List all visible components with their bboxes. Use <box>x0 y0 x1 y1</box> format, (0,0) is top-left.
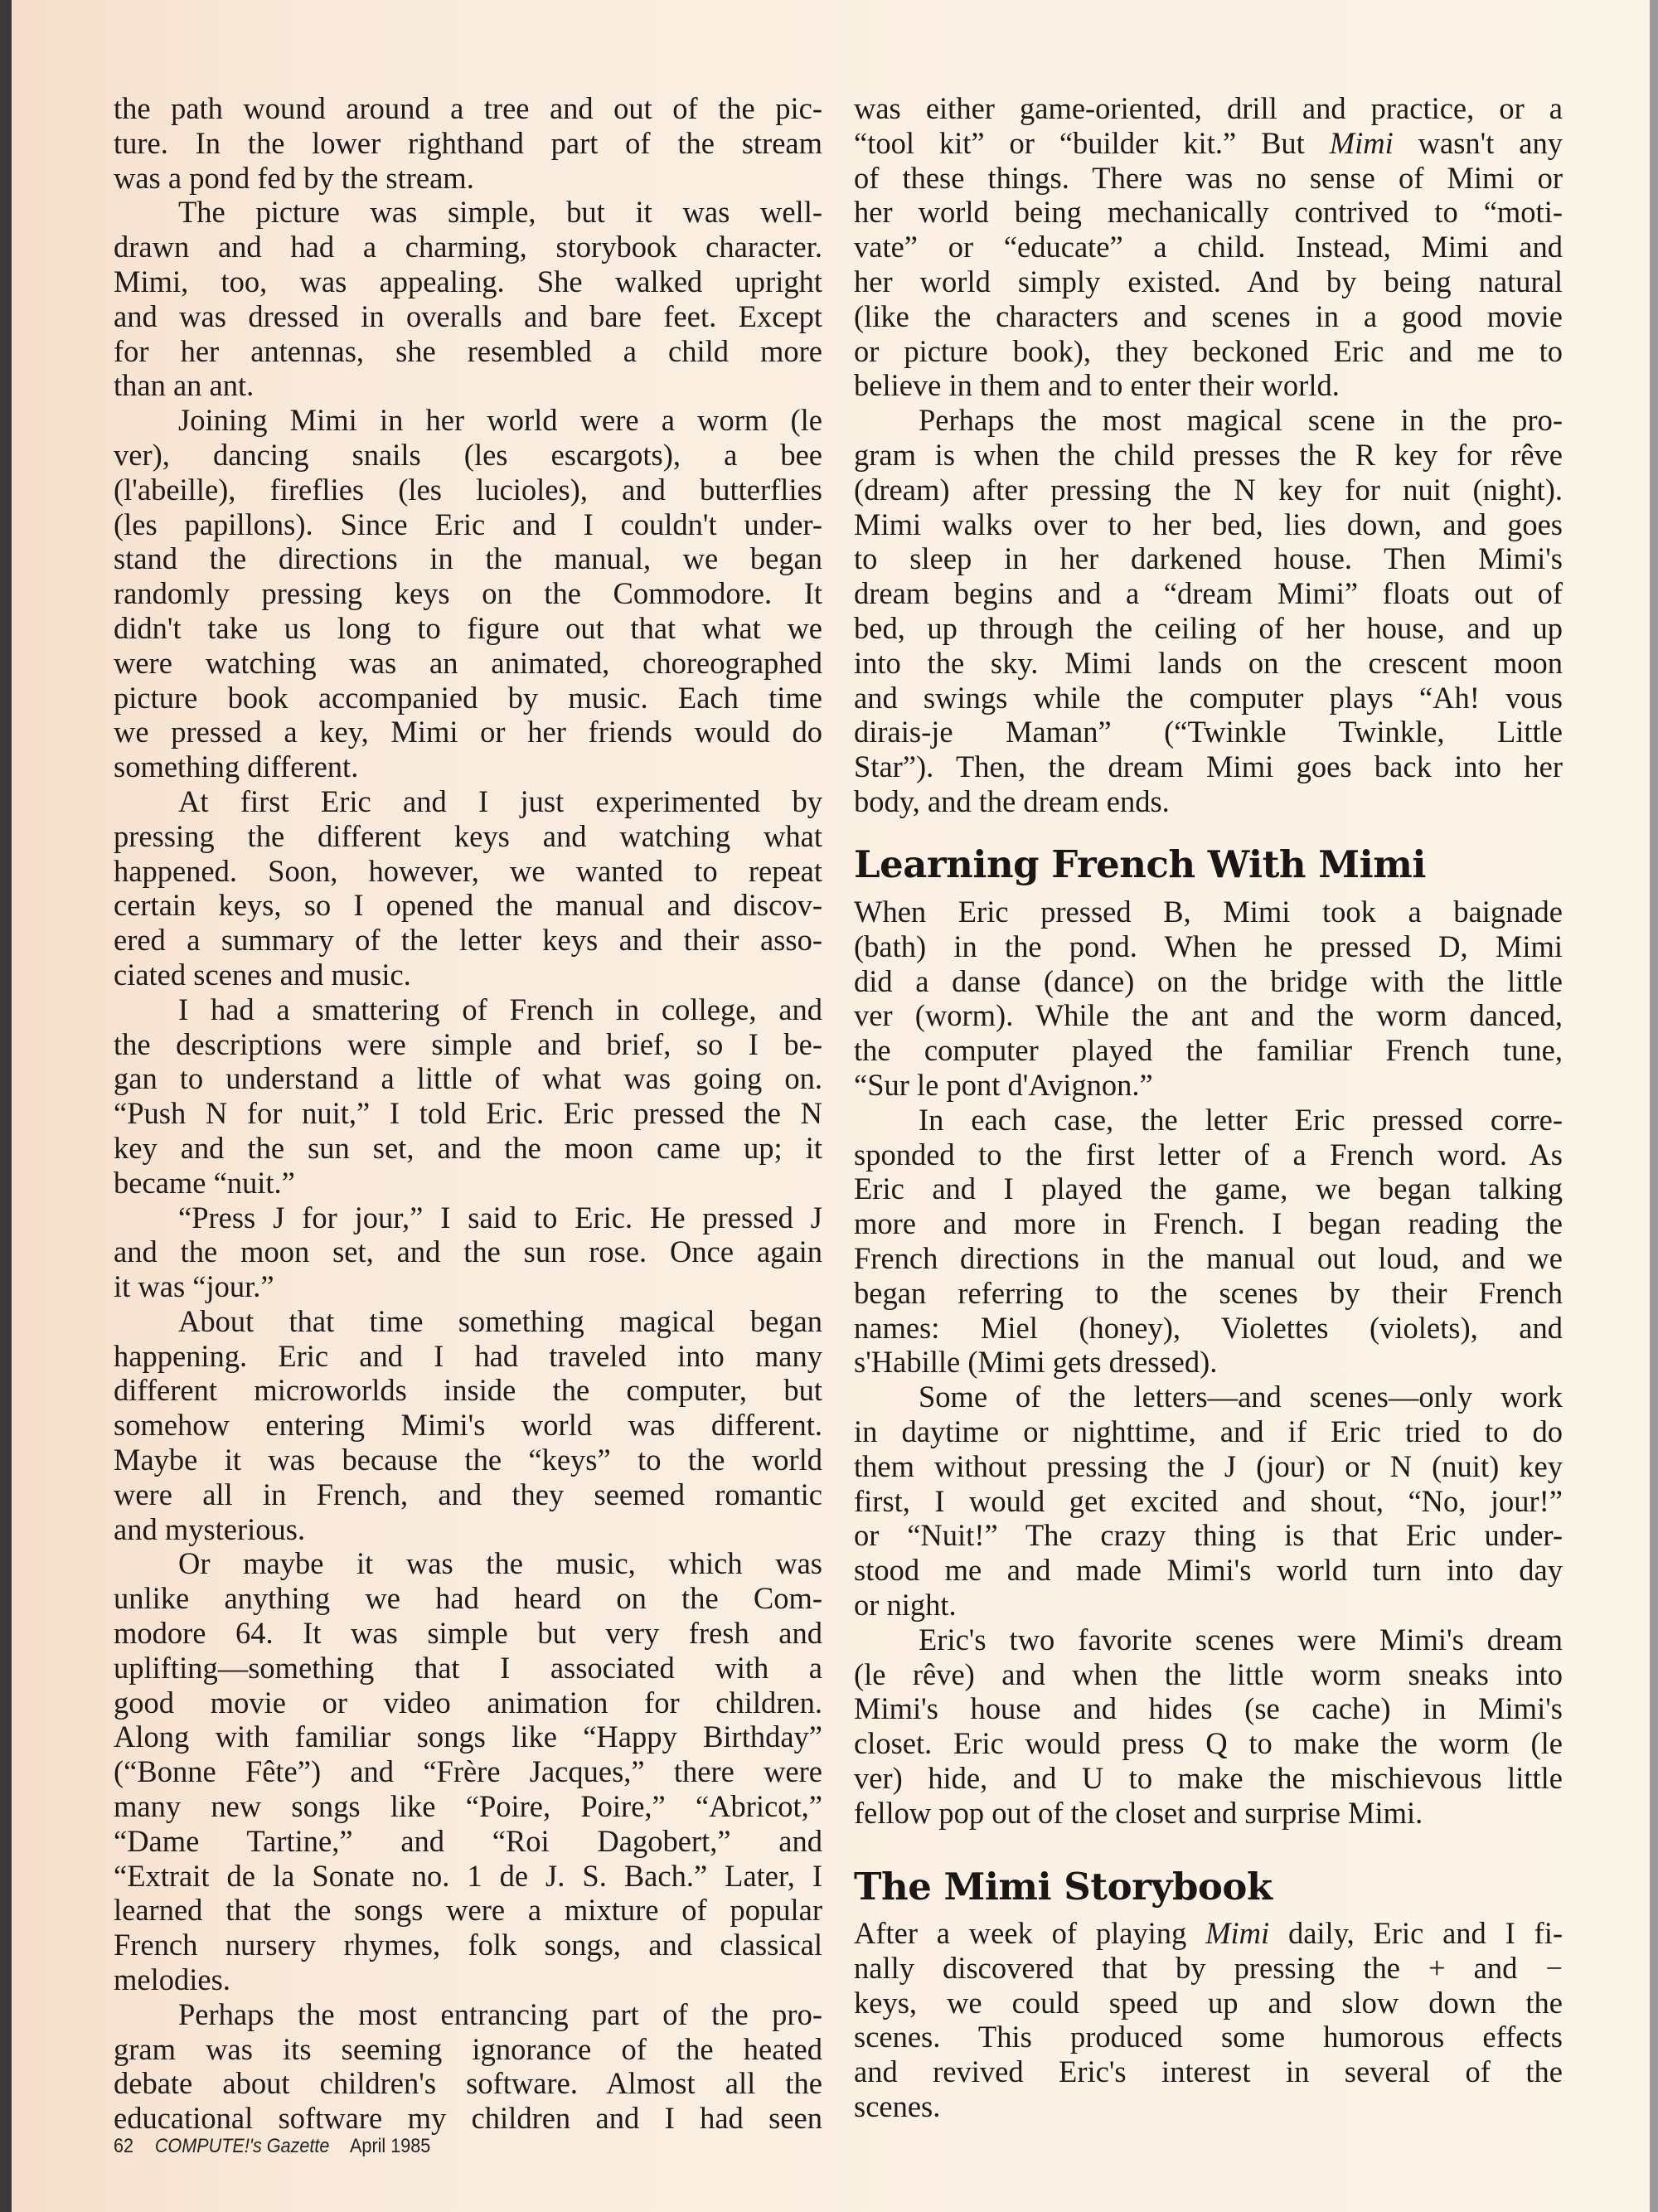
paragraph <box>854 1916 1563 2124</box>
paragraph <box>854 91 1563 403</box>
text-line: stand the directions in the manual, we began <box>114 541 822 576</box>
text-line: for her antennas, she resembled a child more <box>114 333 822 368</box>
text-line: and was dressed in overalls and bare feet. Except <box>114 298 822 333</box>
text-line: certain keys, so I opened the manual and discov- <box>114 888 822 923</box>
paragraph <box>114 1304 822 1547</box>
text-line: ered a summary of the letter keys and their asso- <box>114 923 822 958</box>
page-number: 62 <box>114 2135 134 2157</box>
text-line: ver), dancing snails (les escargots), a bee <box>114 437 822 472</box>
text-line <box>854 126 1563 161</box>
paragraph <box>854 403 1563 819</box>
text-line: her world being mechanically contrived to “moti- <box>854 195 1563 230</box>
text-line: picture book accompanied by music. Each time <box>114 680 822 715</box>
text-line: (“Bonne Fête”) and “Frère Jacques,” there were <box>114 1754 822 1789</box>
text-line: were all in French, and they seemed romantic <box>114 1477 822 1511</box>
text-line: “Press J for jour,” I said to Eric. He pressed J <box>178 1200 822 1235</box>
text-line: debate about children's software. Almost all the <box>114 2066 822 2101</box>
text-line: (like the characters and scenes in a good movie <box>854 298 1563 333</box>
text-line: good movie or video animation for children. <box>114 1685 822 1720</box>
text-line: of these things. There was no sense of Mimi or <box>854 160 1563 195</box>
text-line: we pressed a key, Mimi or her friends would do <box>114 715 822 749</box>
text-line: to sleep in her darkened house. Then Mimi's <box>854 541 1563 576</box>
text-line: (l'abeille), fireflies (les lucioles), and butterflies <box>114 472 822 507</box>
text-line: Eric and I played the game, we began talking <box>854 1171 1563 1206</box>
text-line: many new songs like “Poire, Poire,” “Abricot,” <box>114 1789 822 1824</box>
text-line: ver (worm). While the ant and the worm danced, <box>854 998 1563 1033</box>
issue-date: April 1985 <box>350 2135 431 2157</box>
text-line: into the sky. Mimi lands on the crescent moon <box>854 645 1563 680</box>
text-line: I had a smattering of French in college, and <box>178 992 822 1026</box>
text-line: dirais-je Maman” (“Twinkle Twinkle, Little <box>854 715 1563 749</box>
text-line: dream begins and a “dream Mimi” floats out of <box>854 576 1563 611</box>
paragraph <box>114 992 822 1201</box>
text-line: “Dame Tartine,” and “Roi Dagobert,” and <box>114 1823 822 1858</box>
paragraph <box>854 895 1563 1103</box>
text-line: different microworlds inside the computer, but <box>114 1373 822 1408</box>
text-line: Maybe it was because the “keys” to the world <box>114 1443 822 1477</box>
text-line: key and the sun set, and the moon came up; it <box>114 1130 822 1165</box>
paragraph <box>114 1997 822 2136</box>
text-line: drawn and had a charming, storybook character. <box>114 230 822 264</box>
text-line: scenes. <box>854 2088 941 2123</box>
text-line: Star”). Then, the dream Mimi goes back into her <box>854 749 1563 784</box>
text-line: randomly pressing keys on the Commodore. It <box>114 576 822 611</box>
text-line: or picture book), they beckoned Eric and me to <box>854 333 1563 368</box>
text-segment: wasn't any <box>1393 125 1563 160</box>
text-segment: daily, Eric and I fi- <box>1269 1916 1563 1950</box>
italic-title: Mimi <box>1329 125 1394 160</box>
paragraph <box>854 1623 1563 1831</box>
paragraph <box>114 91 822 195</box>
text-line: Joining Mimi in her world were a worm (le <box>178 403 822 438</box>
text-line: Along with familiar songs like “Happy Birthday” <box>114 1720 822 1754</box>
text-line: the computer played the familiar French tune, <box>854 1033 1563 1068</box>
text-line: or “Nuit!” The crazy thing is that Eric under- <box>854 1518 1563 1553</box>
text-line: were watching was an animated, choreographed <box>114 645 822 680</box>
paragraph <box>114 195 822 403</box>
text-line: Some of the letters—and scenes—only work <box>919 1380 1563 1414</box>
paragraph <box>114 1546 822 1996</box>
text-line: pressing the different keys and watching what <box>114 818 822 853</box>
text-line: happened. Soon, however, we wanted to repeat <box>114 853 822 888</box>
text-line: scenes. This produced some humorous effects <box>854 2020 1563 2054</box>
text-line: In each case, the letter Eric pressed corre- <box>919 1102 1563 1137</box>
text-line: names: Miel (honey), Violettes (violets), and <box>854 1310 1563 1345</box>
text-line: than an ant. <box>114 368 255 403</box>
text-line: Or maybe it was the music, which was <box>178 1546 822 1581</box>
text-line: first, I would get excited and shout, “No, jour!” <box>854 1483 1563 1518</box>
text-line: uplifting—something that I associated with a <box>114 1650 822 1685</box>
text-line: Mimi walks over to her bed, lies down, and goes <box>854 507 1563 541</box>
text-line: The picture was simple, but it was well- <box>178 195 822 230</box>
text-line: and the moon set, and the sun rose. Once again <box>114 1235 822 1269</box>
text-line: “Extrait de la Sonate no. 1 de J. S. Bach.” Later, I <box>114 1858 822 1893</box>
text-line: About that time something magical began <box>178 1303 822 1338</box>
text-line: or night. <box>854 1587 957 1622</box>
text-line: more and more in French. I began reading the <box>854 1206 1563 1241</box>
paragraph <box>114 784 822 992</box>
section-heading-learning-french: Learning French With Mimi <box>854 842 1426 886</box>
text-line: something different. <box>114 749 359 784</box>
text-line: fellow pop out of the closet and surprise Mimi. <box>854 1795 1423 1830</box>
scan-edge-right <box>1650 0 1658 2212</box>
text-line: closet. Eric would press Q to make the worm (le <box>854 1726 1563 1761</box>
text-line: bed, up through the ceiling of her house, and up <box>854 610 1563 645</box>
text-line: (bath) in the pond. When he pressed D, Mimi <box>854 929 1563 963</box>
text-line: melodies. <box>114 1962 230 1997</box>
text-line: vate” or “educate” a child. Instead, Mimi and <box>854 230 1563 264</box>
text-line: ciated scenes and music. <box>114 957 411 992</box>
text-line: was either game-oriented, drill and practice, or a <box>854 91 1563 125</box>
text-line: (les papillons). Since Eric and I couldn't under- <box>114 507 822 541</box>
text-line: was a pond fed by the stream. <box>114 160 474 195</box>
text-line: began referring to the scenes by their French <box>854 1275 1563 1310</box>
text-line: s'Habille (Mimi gets dressed). <box>854 1345 1218 1380</box>
text-line: sponded to the first letter of a French word. As <box>854 1137 1563 1171</box>
text-line: modore 64. It was simple but very fresh and <box>114 1616 822 1651</box>
text-line: At first Eric and I just experimented by <box>178 783 822 818</box>
text-line: the path wound around a tree and out of the pic- <box>114 91 822 125</box>
text-line: Eric's two favorite scenes were Mimi's dream <box>919 1622 1563 1657</box>
text-line: and revived Eric's interest in several of the <box>854 2054 1563 2089</box>
text-line: in daytime or nighttime, and if Eric tried to do <box>854 1414 1563 1448</box>
paragraph <box>854 1103 1563 1380</box>
text-line: them without pressing the J (jour) or N (nuit) key <box>854 1448 1563 1483</box>
text-segment: After a week of playing <box>854 1916 1206 1950</box>
scan-edge-left <box>0 0 12 2212</box>
text-line: nally discovered that by pressing the + and − <box>854 1950 1563 1985</box>
text-line: unlike anything we had heard on the Com- <box>114 1581 822 1616</box>
text-line: it was “jour.” <box>114 1269 274 1304</box>
text-line <box>854 1916 1563 1951</box>
text-line: “Push N for nuit,” I told Eric. Eric pressed the N <box>114 1096 822 1131</box>
publication-name: COMPUTE!'s Gazette <box>154 2135 330 2157</box>
text-line: the descriptions were simple and brief, so I be- <box>114 1026 822 1061</box>
text-line: learned that the songs were a mixture of popular <box>114 1893 822 1928</box>
page-footer <box>114 2135 447 2158</box>
text-line: educational software my children and I had seen <box>114 2101 822 2136</box>
text-line: happening. Eric and I had traveled into many <box>114 1338 822 1373</box>
section-heading-storybook: The Mimi Storybook <box>854 1865 1273 1909</box>
text-line: Mimi's house and hides (se cache) in Mimi's <box>854 1691 1563 1726</box>
text-line: Perhaps the most magical scene in the pro- <box>919 403 1563 438</box>
paragraph <box>114 1201 822 1304</box>
text-line: and mysterious. <box>114 1511 306 1546</box>
text-line: ver) hide, and U to make the mischievous little <box>854 1760 1563 1795</box>
text-line: did a danse (dance) on the bridge with the little <box>854 963 1563 998</box>
text-line: (le rêve) and when the little worm sneaks into <box>854 1657 1563 1691</box>
text-line: stood me and made Mimi's world turn into day <box>854 1553 1563 1588</box>
section-storybook-body <box>854 1916 1563 2124</box>
text-line: French directions in the manual out loud, and we <box>854 1240 1563 1275</box>
text-line: “Sur le pont d'Avignon.” <box>854 1067 1153 1102</box>
text-line: French nursery rhymes, folk songs, and classical <box>114 1928 822 1962</box>
text-line: gram was its seeming ignorance of the heated <box>114 2031 822 2066</box>
text-line: keys, we could speed up and slow down the <box>854 1985 1563 2020</box>
text-line: ture. In the lower righthand part of the stream <box>114 125 822 160</box>
text-line: somehow entering Mimi's world was different. <box>114 1408 822 1443</box>
section-learning-french-body <box>854 895 1563 1831</box>
text-line: Mimi, too, was appealing. She walked upright <box>114 264 822 298</box>
italic-title: Mimi <box>1205 1916 1270 1950</box>
left-column <box>114 91 822 2136</box>
text-line: gan to understand a little of what was going on. <box>114 1061 822 1096</box>
paragraph <box>114 403 822 784</box>
text-line: and swings while the computer plays “Ah! vous <box>854 680 1563 715</box>
text-line: her world simply existed. And by being natural <box>854 264 1563 298</box>
text-line: (dream) after pressing the N key for nuit (night). <box>854 472 1563 507</box>
text-line: didn't take us long to figure out that what we <box>114 610 822 645</box>
text-segment: “tool kit” or “builder kit.” But <box>854 125 1330 160</box>
text-line: believe in them and to enter their world. <box>854 368 1340 403</box>
text-line: became “nuit.” <box>114 1165 295 1200</box>
right-column-intro <box>854 91 1563 819</box>
text-line: Perhaps the most entrancing part of the pro- <box>178 1996 822 2031</box>
text-line: gram is when the child presses the R key for rêve <box>854 437 1563 472</box>
text-line: body, and the dream ends. <box>854 783 1170 818</box>
paragraph <box>854 1380 1563 1623</box>
text-line: When Eric pressed B, Mimi took a baignade <box>854 895 1563 929</box>
